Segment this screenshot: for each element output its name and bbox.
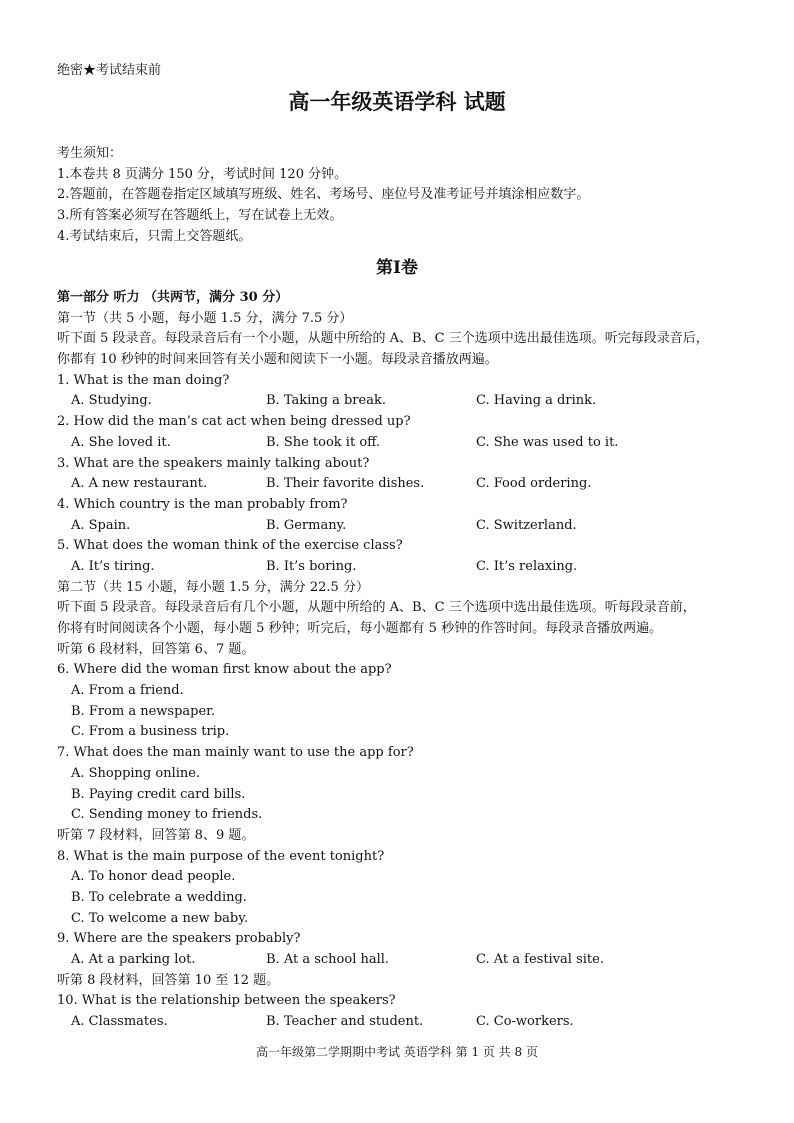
option-c: C. From a business trip. bbox=[71, 724, 230, 740]
question-options bbox=[57, 557, 737, 578]
question-stem: 9. Where are the speakers probably? bbox=[57, 931, 301, 947]
option-c: C. Sending money to friends. bbox=[71, 807, 263, 823]
section-instructions: 你将有时间阅读各个小题，每小题 5 秒钟；听完后，每小题都有 5 秒钟的作答时间。每段录音播放两遍。 bbox=[57, 621, 663, 636]
question-stem: 6. Where did the woman first know about the app? bbox=[57, 662, 392, 678]
option-b: B. To celebrate a wedding. bbox=[71, 889, 247, 905]
option-a: A. She loved it. bbox=[71, 434, 171, 450]
question-options bbox=[57, 1012, 737, 1033]
option-b: B. Teacher and student. bbox=[266, 1014, 424, 1030]
option-a: A. At a parking lot. bbox=[71, 952, 196, 967]
option-c: C. She was used to it. bbox=[476, 434, 619, 450]
option-a: A. Shopping online. bbox=[71, 765, 201, 781]
question-stem: 3. What are the speakers mainly talking about? bbox=[57, 455, 370, 471]
option-a: A. A new restaurant. bbox=[71, 476, 208, 492]
section-title: 第二节（共 15 小题，每小题 1.5 分，满分 22.5 分） bbox=[57, 579, 369, 595]
option-c: C. Switzerland. bbox=[476, 517, 577, 533]
material-label: 听第 8 段材料，回答第 10 至 12 题。 bbox=[57, 972, 280, 988]
section-instructions: 听下面 5 段录音。每段录音后有一个小题，从题中所给的 A、B、C 三个选项中选出最佳选项。听完每段录音后， bbox=[57, 331, 709, 347]
exam-title: 高一年级英语学科 试题 bbox=[288, 89, 506, 114]
option-b: B. Their favorite dishes. bbox=[266, 476, 425, 492]
material-label: 听第 6 段材料，回答第 6、7 题。 bbox=[57, 641, 255, 657]
question-options bbox=[57, 391, 737, 412]
question-options bbox=[57, 433, 737, 454]
question-stem: 7. What does the man mainly want to use the app for? bbox=[57, 745, 414, 761]
question-stem: 8. What is the main purpose of the event tonight? bbox=[57, 848, 385, 864]
section-instructions: 你都有 10 秒钟的时间来回答有关小题和阅读下一小题。每段录音播放两遍。 bbox=[57, 352, 498, 368]
option-c: C. Having a drink. bbox=[476, 393, 597, 409]
option-b: B. Paying credit card bills. bbox=[71, 786, 246, 802]
question-options bbox=[57, 516, 737, 537]
section-instructions: 听下面 5 段录音。每段录音后有几个小题，从题中所给的 A、B、C 三个选项中选出最佳选项。听每段录音前， bbox=[57, 600, 696, 616]
option-a: A. Studying. bbox=[71, 393, 152, 409]
question-stem: 1. What is the man doing? bbox=[57, 372, 230, 388]
option-b: B. At a school hall. bbox=[266, 952, 390, 967]
page-footer: 高一年级第二学期期中考试 英语学科 第 1 页 共 8 页 bbox=[256, 1045, 538, 1059]
option-c: C. At a festival site. bbox=[476, 952, 604, 967]
option-a: A. Spain. bbox=[71, 517, 131, 533]
option-c: C. To welcome a new baby. bbox=[71, 910, 248, 926]
question-options bbox=[57, 474, 737, 495]
option-b: B. From a newspaper. bbox=[71, 703, 216, 719]
option-c: C. It’s relaxing. bbox=[476, 558, 578, 574]
note-item: 1.本卷共 8 页满分 150 分，考试时间 120 分钟。 bbox=[57, 166, 348, 182]
question-stem: 4. Which country is the man probably from? bbox=[57, 496, 348, 512]
option-a: A. It’s tiring. bbox=[71, 558, 155, 574]
option-c: C. Food ordering. bbox=[476, 476, 592, 492]
question-options bbox=[57, 950, 737, 971]
material-label: 听第 7 段材料，回答第 8、9 题。 bbox=[57, 827, 255, 843]
note-item: 4.考试结束后，只需上交答题纸。 bbox=[57, 228, 252, 244]
volume-heading: 第Ⅰ卷 bbox=[376, 258, 418, 278]
exam-notes bbox=[57, 144, 589, 247]
section-title: 第一节（共 5 小题，每小题 1.5 分，满分 7.5 分） bbox=[57, 310, 353, 326]
option-b: B. It’s boring. bbox=[266, 558, 357, 574]
option-b: B. Germany. bbox=[266, 517, 347, 533]
question-stem: 2. How did the man’s cat act when being dressed up? bbox=[57, 414, 411, 430]
part-title: 第一部分 听力 （共两节，满分 30 分） bbox=[57, 290, 289, 305]
option-a: A. To honor dead people. bbox=[71, 869, 236, 885]
listening-section bbox=[57, 288, 737, 1033]
confidential-label: 绝密★考试结束前 bbox=[57, 63, 162, 78]
option-b: B. Taking a break. bbox=[266, 393, 386, 409]
question-stem: 10. What is the relationship between the speakers? bbox=[57, 993, 396, 1009]
note-item: 3.所有答案必须写在答题纸上，写在试卷上无效。 bbox=[57, 208, 343, 224]
option-b: B. She took it off. bbox=[266, 434, 381, 450]
option-c: C. Co-workers. bbox=[476, 1014, 574, 1030]
question-stem: 5. What does the woman think of the exercise class? bbox=[57, 538, 403, 554]
option-a: A. From a friend. bbox=[71, 683, 184, 699]
note-item: 2.答题前，在答题卷指定区域填写班级、姓名、考场号、座位号及准考证号并填涂相应数字。 bbox=[57, 187, 590, 203]
option-a: A. Classmates. bbox=[71, 1014, 168, 1030]
notes-heading: 考生须知： bbox=[57, 146, 123, 161]
